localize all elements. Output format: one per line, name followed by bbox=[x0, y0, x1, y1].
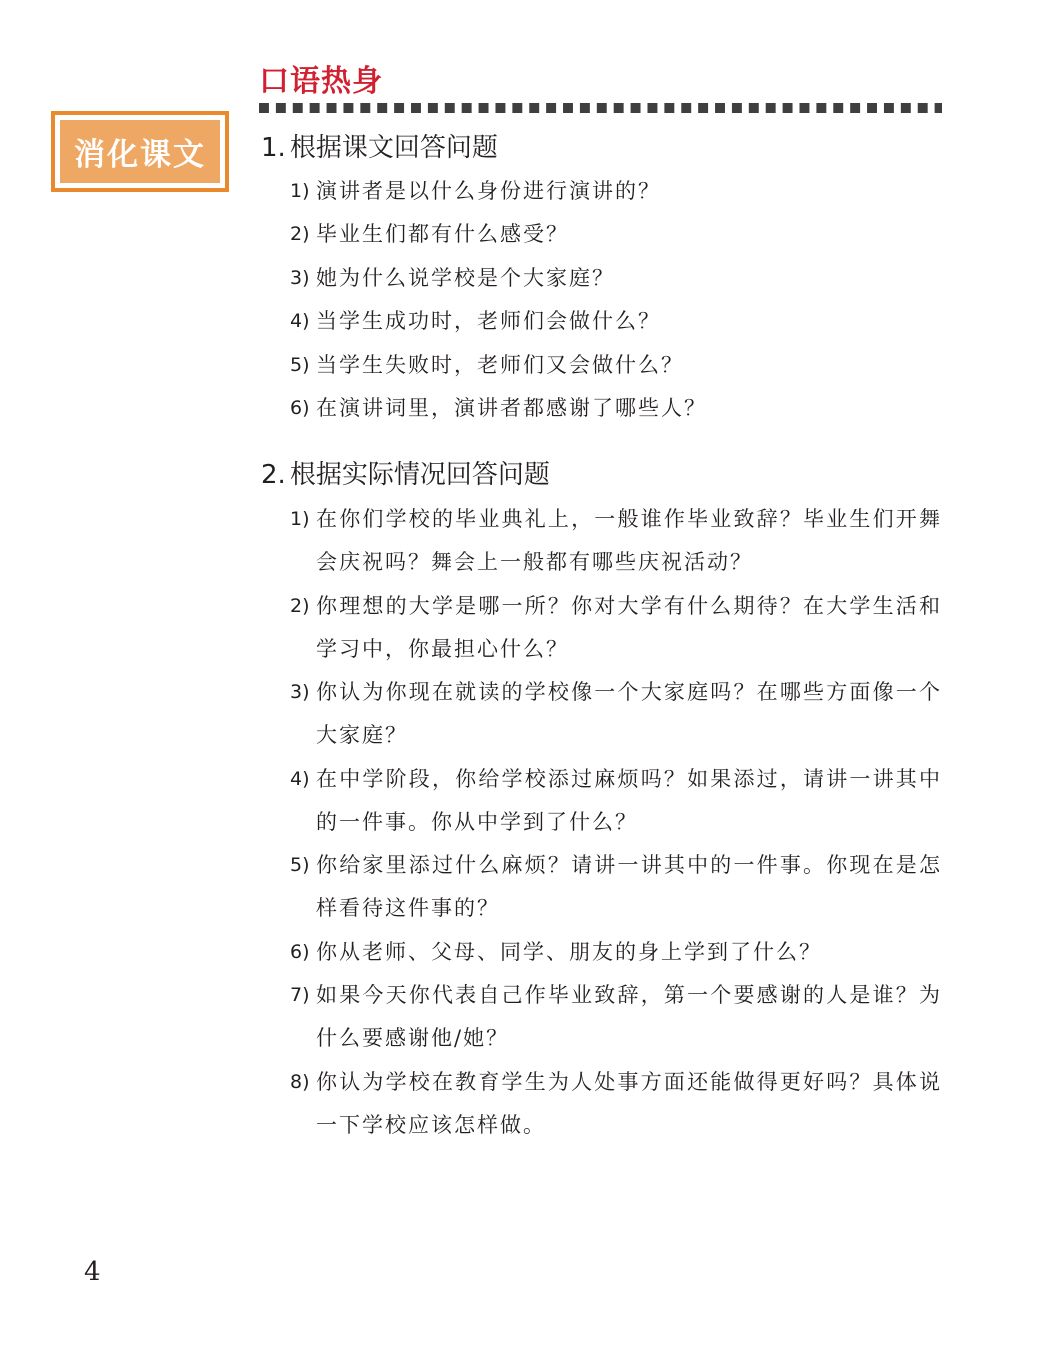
side-tab-label: 消化课文 bbox=[60, 120, 220, 183]
question-text: 如果今天你代表自己作毕业致辞，第一个要感谢的人是谁？为什么要感谢他/她？ bbox=[316, 983, 942, 1050]
question-text: 在演讲词里，演讲者都感谢了哪些人？ bbox=[316, 396, 707, 421]
dotted-divider bbox=[259, 103, 942, 113]
question-number: 1) bbox=[290, 180, 310, 202]
part-2-heading bbox=[261, 458, 550, 492]
page-number: 4 bbox=[84, 1257, 101, 1287]
question-number: 1) bbox=[290, 508, 310, 530]
question-text: 你从老师、父母、同学、朋友的身上学到了什么？ bbox=[316, 939, 822, 964]
question-item bbox=[290, 170, 942, 213]
question-text: 你给家里添过什么麻烦？请讲一讲其中的一件事。你现在是怎样看待这件事的？ bbox=[316, 853, 942, 920]
question-number: 4) bbox=[290, 767, 310, 790]
question-item bbox=[290, 257, 942, 300]
question-number: 2) bbox=[290, 594, 310, 617]
question-text: 演讲者是以什么身份进行演讲的？ bbox=[316, 179, 661, 203]
question-text: 在中学阶段，你给学校添过麻烦吗？如果添过，请讲一讲其中的一件事。你从中学到了什么？ bbox=[316, 766, 942, 834]
question-text: 你认为学校在教育学生为人处事方面还能做得更好吗？具体说一下学校应该怎样做。 bbox=[316, 1069, 942, 1137]
question-number: 5) bbox=[290, 854, 310, 876]
question-number: 3) bbox=[290, 266, 310, 289]
question-item bbox=[290, 585, 942, 671]
question-number: 6) bbox=[290, 940, 310, 963]
question-text: 在你们学校的毕业典礼上，一般谁作毕业致辞？毕业生们开舞会庆祝吗？舞会上一般都有哪些庆祝活动？ bbox=[316, 507, 942, 574]
part-2-title: 根据实际情况回答问题 bbox=[289, 460, 550, 490]
part-1-title: 根据课文回答问题 bbox=[289, 133, 498, 163]
question-text: 毕业生们都有什么感受？ bbox=[316, 222, 569, 247]
part-2-question-list bbox=[290, 498, 942, 1147]
question-text: 当学生失败时，老师们又会做什么？ bbox=[316, 352, 684, 377]
question-text: 你理想的大学是哪一所？你对大学有什么期待？在大学生活和学习中，你最担心什么？ bbox=[316, 593, 942, 661]
part-1-heading bbox=[261, 131, 498, 165]
question-number: 4) bbox=[290, 310, 310, 333]
side-tab bbox=[51, 111, 229, 192]
question-item bbox=[290, 344, 942, 387]
question-number: 2) bbox=[290, 223, 310, 246]
part-1-question-list bbox=[290, 170, 942, 430]
question-number: 6) bbox=[290, 397, 310, 420]
question-text: 当学生成功时，老师们会做什么？ bbox=[316, 309, 661, 334]
question-item bbox=[290, 758, 942, 844]
question-item bbox=[290, 974, 942, 1060]
question-item bbox=[290, 1061, 942, 1147]
part-1-number: 1. bbox=[261, 133, 286, 163]
part-2-number: 2. bbox=[261, 460, 286, 490]
question-number: 5) bbox=[290, 353, 310, 376]
question-text: 她为什么说学校是个大家庭？ bbox=[316, 265, 615, 290]
question-item bbox=[290, 844, 942, 930]
question-number: 8) bbox=[290, 1070, 310, 1093]
question-number: 7) bbox=[290, 984, 310, 1006]
question-item bbox=[290, 300, 942, 343]
question-item bbox=[290, 931, 942, 974]
section-heading: 口语热身 bbox=[259, 64, 383, 99]
question-item bbox=[290, 498, 942, 584]
question-item bbox=[290, 213, 942, 256]
question-text: 你认为你现在就读的学校像一个大家庭吗？在哪些方面像一个大家庭？ bbox=[316, 680, 942, 747]
question-number: 3) bbox=[290, 681, 310, 703]
question-item bbox=[290, 387, 942, 430]
question-item bbox=[290, 671, 942, 757]
